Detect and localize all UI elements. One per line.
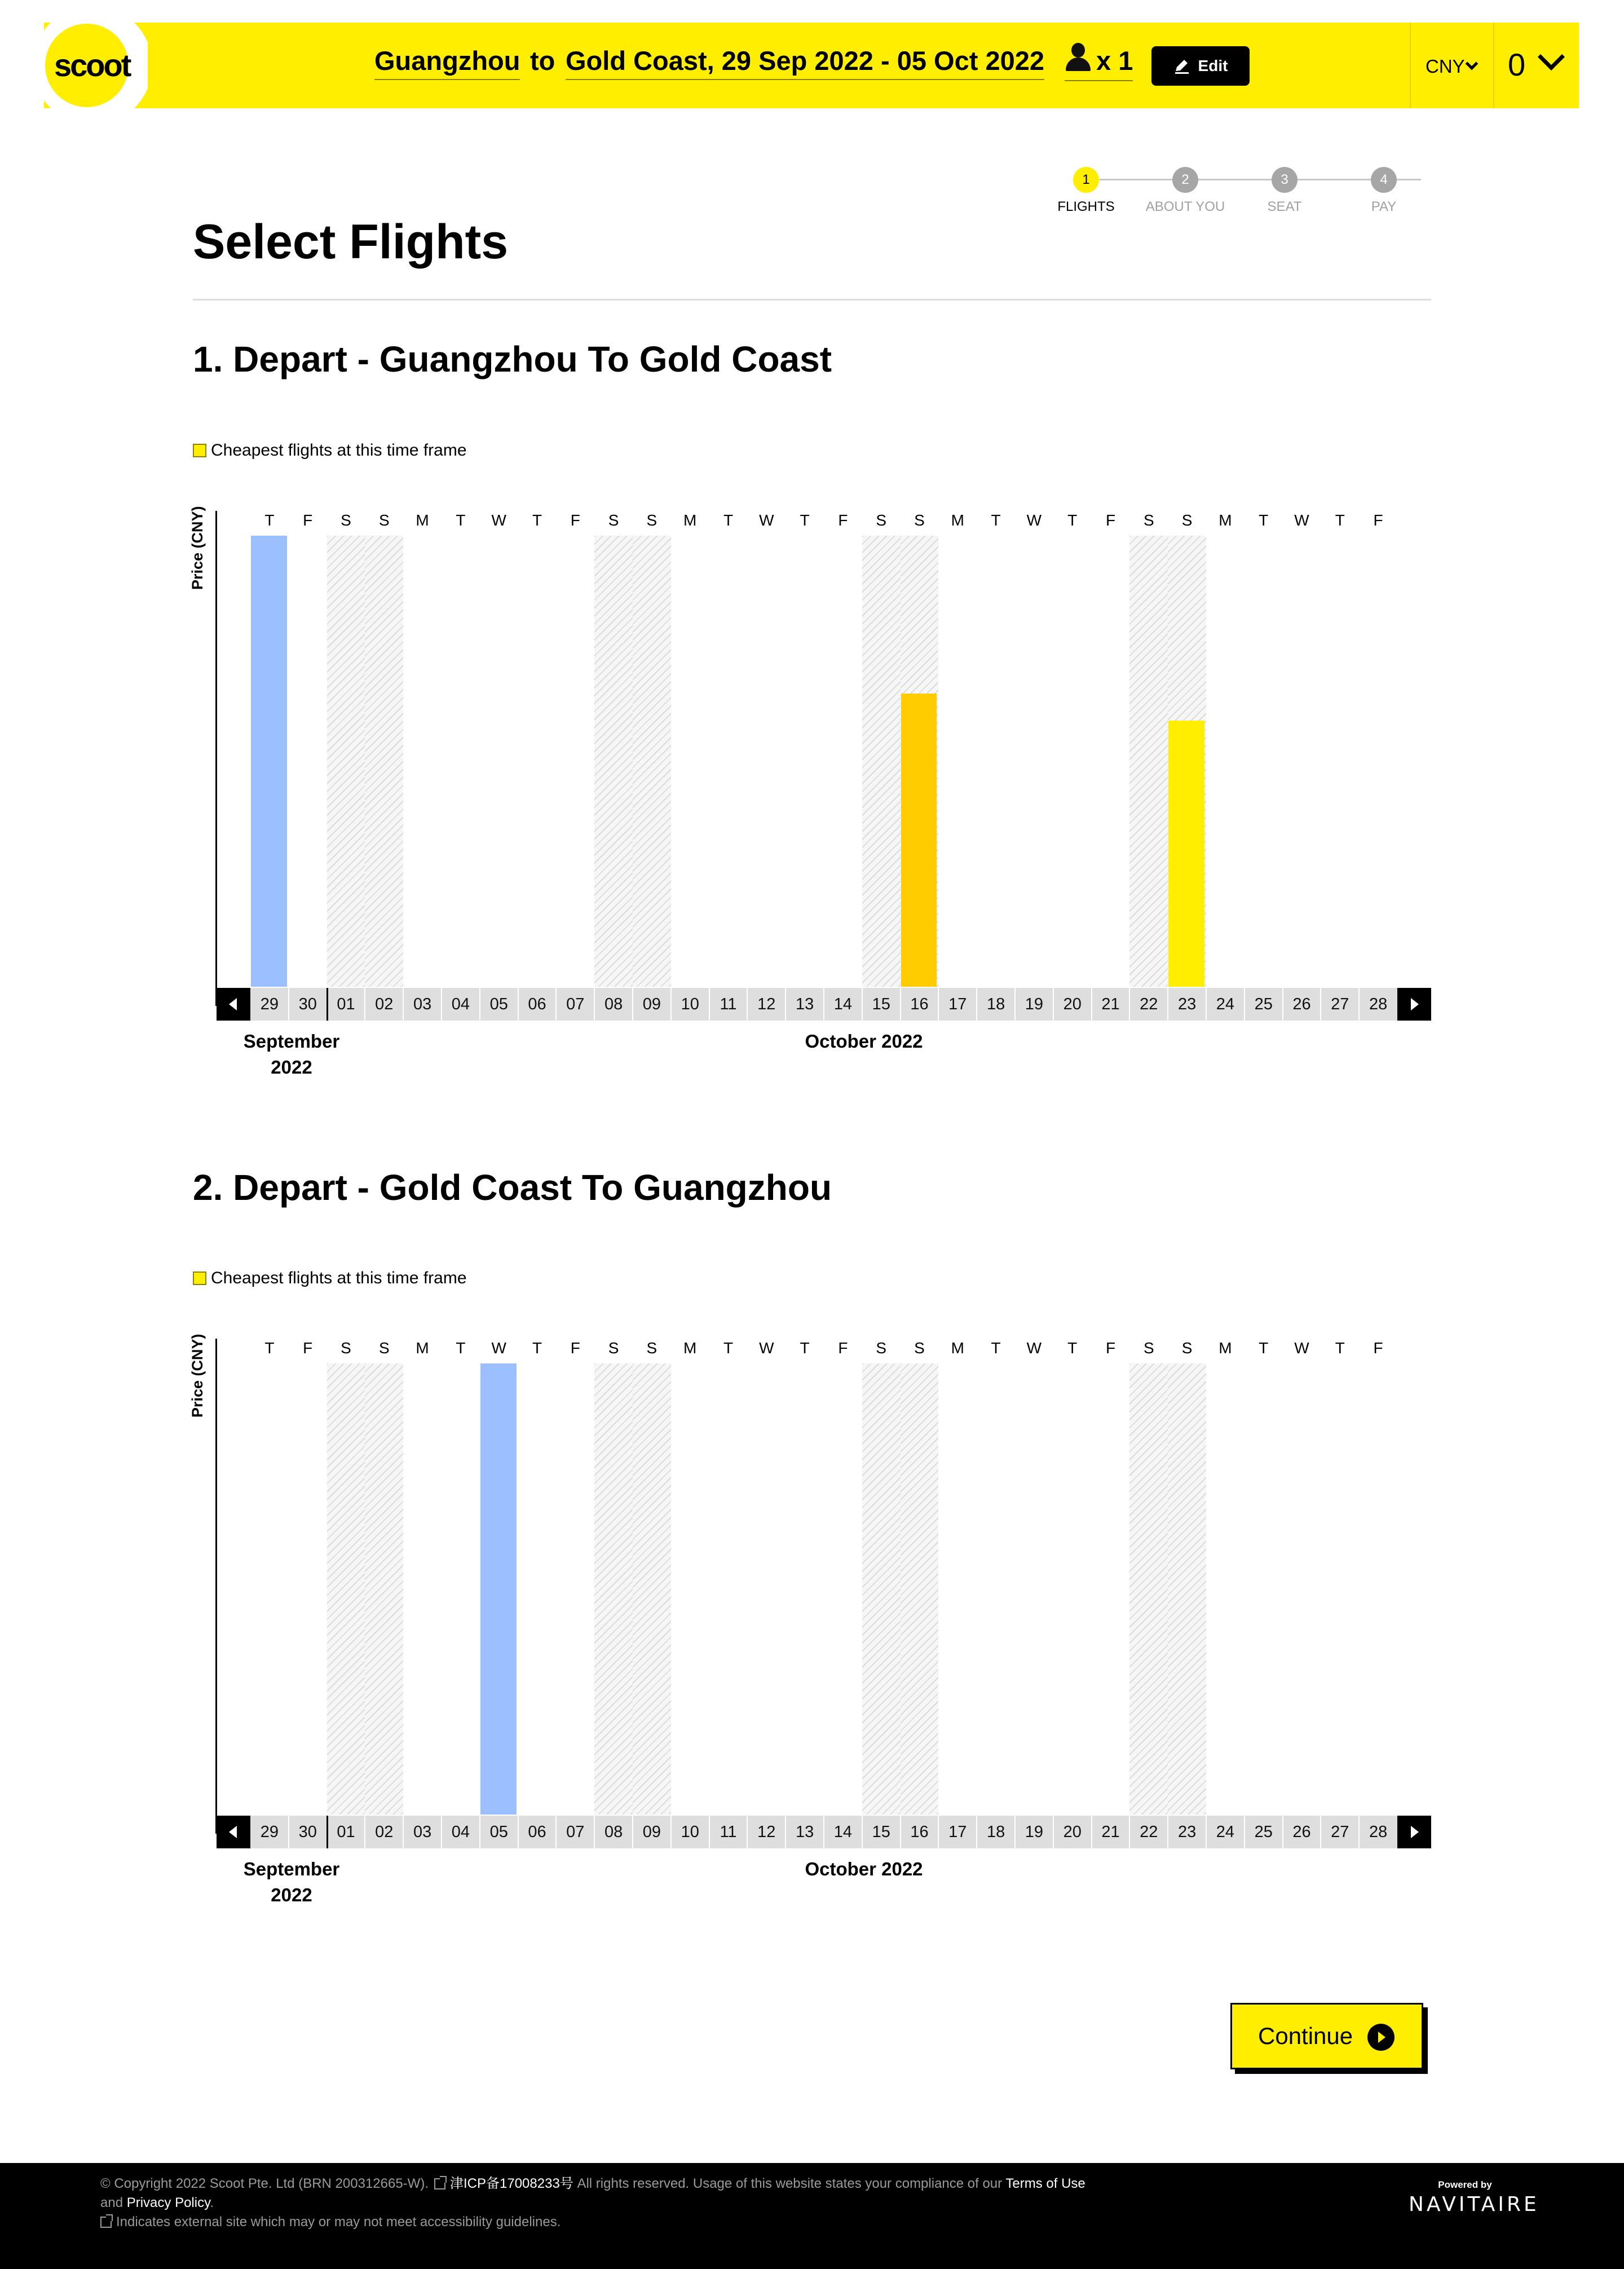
privacy-policy-link[interactable]: Privacy Policy: [126, 2195, 210, 2210]
date-cell[interactable]: 03: [413, 1823, 432, 1841]
next-dates-button[interactable]: [1397, 988, 1431, 1021]
date-cell[interactable]: 17: [948, 995, 967, 1013]
y-axis: [215, 1339, 217, 1834]
day-of-week-label: T: [1335, 1339, 1345, 1357]
date-divider: [747, 1816, 748, 1848]
price-chart-return: [189, 1334, 1433, 1905]
date-divider: [555, 1816, 557, 1848]
date-cell[interactable]: 20: [1063, 995, 1082, 1013]
date-divider: [403, 988, 404, 1021]
destination-dates[interactable]: Gold Coast, 29 Sep 2022 - 05 Oct 2022: [566, 43, 1044, 80]
page-title: Select Flights: [193, 215, 509, 269]
day-of-week-label: F: [1105, 1339, 1116, 1357]
step-label: SEAT: [1267, 199, 1302, 214]
day-of-week-label: T: [1259, 1339, 1269, 1357]
passenger-count-text: x 1: [1096, 46, 1133, 76]
day-of-week-label: T: [723, 1339, 734, 1357]
step-label: FLIGHTS: [1057, 199, 1115, 214]
date-cell[interactable]: 27: [1331, 995, 1349, 1013]
date-divider: [518, 1816, 519, 1848]
date-divider: [1129, 988, 1130, 1021]
date-divider: [441, 1816, 442, 1848]
weekend-column: [633, 536, 671, 987]
step-number: 4: [1371, 167, 1397, 193]
date-divider: [1320, 988, 1321, 1021]
day-of-week-label: S: [876, 1339, 887, 1357]
date-divider: [1358, 1816, 1360, 1848]
step-label: PAY: [1371, 199, 1397, 214]
day-of-week-label: M: [683, 511, 697, 529]
day-of-week-label: S: [608, 511, 619, 529]
month-label-october: October 2022: [805, 1031, 923, 1052]
date-cell[interactable]: 22: [1140, 995, 1158, 1013]
date-divider: [594, 988, 595, 1021]
date-cell[interactable]: 11: [720, 1823, 737, 1841]
date-divider: [900, 988, 901, 1021]
chevron-down-icon: [1465, 58, 1478, 70]
date-divider: [670, 988, 672, 1021]
day-of-week-label: F: [303, 511, 313, 529]
y-axis: [215, 511, 217, 1006]
month-label-september: September 2022: [243, 1031, 340, 1078]
date-cell[interactable]: 24: [1216, 995, 1235, 1013]
price-bar-16[interactable]: [901, 694, 937, 987]
date-divider: [1320, 1816, 1321, 1848]
day-of-week-label: F: [570, 1339, 580, 1357]
date-cell[interactable]: 14: [833, 1823, 853, 1841]
date-divider: [288, 988, 289, 1021]
weekend-column: [862, 536, 901, 987]
navitaire-text: NAVITAIRE: [1409, 2193, 1539, 2216]
date-divider: [1358, 988, 1360, 1021]
date-divider: [785, 988, 786, 1021]
date-divider: [862, 988, 863, 1021]
date-cell[interactable]: 05: [489, 1823, 508, 1841]
terms-of-use-link[interactable]: Terms of Use: [1005, 2176, 1085, 2191]
footer-copyright: © Copyright 2022 Scoot Pte. Ltd (BRN 200312665-W). 津ICP备17008233号 All rights reserved. Usage of this website states your compliance of our Terms of Use: [100, 2176, 1085, 2191]
edit-search-button[interactable]: [1151, 46, 1250, 86]
date-divider: [1167, 988, 1168, 1021]
arrow-right-icon: [1411, 1826, 1419, 1838]
icp-link[interactable]: 津ICP备17008233号: [450, 2176, 573, 2191]
date-cell[interactable]: 19: [1025, 995, 1044, 1013]
date-divider: [441, 988, 442, 1021]
continue-label: Continue: [1258, 2023, 1353, 2049]
weekend-column: [1129, 1363, 1168, 1815]
day-of-week-label: S: [914, 511, 925, 529]
date-cell[interactable]: 06: [528, 1823, 546, 1841]
price-bar-29[interactable]: [251, 536, 287, 987]
external-link-icon: [434, 2178, 445, 2189]
weekend-column: [1129, 536, 1168, 987]
navitaire-logo: [1409, 2179, 1539, 2218]
arrow-right-icon: [1367, 2024, 1394, 2051]
day-of-week-label: M: [951, 1339, 964, 1357]
date-divider: [403, 1816, 404, 1848]
day-of-week-label: S: [876, 511, 887, 529]
date-divider: [1244, 988, 1245, 1021]
date-cell[interactable]: 19: [1025, 1823, 1044, 1841]
scoot-logo[interactable]: [44, 23, 148, 108]
weekend-column: [633, 1363, 671, 1815]
day-of-week-label: W: [1294, 511, 1309, 529]
date-cell[interactable]: 03: [413, 995, 432, 1013]
date-cell[interactable]: 30: [298, 1823, 317, 1841]
currency-label: CNY: [1426, 56, 1465, 77]
date-cell[interactable]: 15: [872, 995, 890, 1013]
step-number: 2: [1172, 167, 1198, 193]
date-divider: [479, 988, 480, 1021]
price-bar-05[interactable]: [480, 1363, 517, 1815]
date-cell[interactable]: 12: [757, 1823, 776, 1841]
day-of-week-label: T: [1335, 511, 1345, 529]
date-cell[interactable]: 16: [910, 995, 929, 1013]
day-of-week-label: T: [1259, 511, 1269, 529]
date-cell[interactable]: 15: [872, 1823, 890, 1841]
date-divider: [1206, 988, 1207, 1021]
header-divider: [1410, 23, 1411, 108]
day-of-week-label: W: [759, 511, 774, 529]
weekend-column: [327, 536, 365, 987]
day-of-week-label: F: [570, 511, 580, 529]
date-divider: [823, 1816, 824, 1848]
day-of-week-label: M: [1219, 511, 1232, 529]
date-cell[interactable]: 12: [757, 995, 776, 1013]
day-of-week-label: F: [838, 511, 848, 529]
currency-selector[interactable]: [1426, 54, 1476, 79]
footer-accessibility-note: Indicates external site which may or may not meet accessibility guidelines.: [100, 2213, 561, 2232]
weekend-column: [365, 1363, 403, 1815]
date-divider: [632, 1816, 633, 1848]
date-divider: [555, 988, 557, 1021]
day-of-week-label: T: [456, 511, 466, 529]
step-number: 3: [1272, 167, 1298, 193]
cheapest-legend: [193, 1268, 467, 1289]
step-number: 1: [1073, 167, 1099, 193]
day-of-week-label: F: [1105, 511, 1116, 529]
weekend-column: [327, 1363, 365, 1815]
next-dates-button[interactable]: [1397, 1816, 1431, 1848]
date-divider: [1014, 988, 1016, 1021]
date-divider: [479, 1816, 480, 1848]
date-cell[interactable]: 18: [986, 995, 1005, 1013]
date-divider: [1167, 1816, 1168, 1848]
date-cell[interactable]: 08: [604, 1823, 623, 1841]
date-cell[interactable]: 02: [375, 995, 394, 1013]
day-of-week-label: T: [800, 1339, 810, 1357]
day-of-week-label: S: [341, 1339, 351, 1357]
date-cell[interactable]: 01: [337, 1823, 355, 1841]
date-cell[interactable]: 26: [1292, 1823, 1311, 1841]
cheapest-swatch: [193, 444, 206, 457]
date-divider: [1282, 1816, 1283, 1848]
month-label-september: September 2022: [243, 1859, 340, 1905]
day-of-week-label: F: [838, 1339, 848, 1357]
section-title-outbound: 1. Depart - Guangzhou To Gold Coast: [193, 339, 832, 379]
price-chart-outbound: [189, 506, 1433, 1078]
date-cell[interactable]: 16: [910, 1823, 929, 1841]
date-cell[interactable]: 28: [1369, 1823, 1388, 1841]
day-of-week-label: S: [1143, 1339, 1154, 1357]
previous-dates-button[interactable]: [217, 988, 250, 1021]
person-icon: [1065, 43, 1091, 72]
day-of-week-label: T: [1067, 511, 1078, 529]
month-divider: [326, 1816, 328, 1848]
origin-city[interactable]: Guangzhou: [374, 43, 520, 80]
date-cell[interactable]: 29: [260, 1823, 279, 1841]
passenger-count[interactable]: [1065, 43, 1133, 81]
date-divider: [1014, 1816, 1016, 1848]
price-bar-23[interactable]: [1168, 721, 1204, 987]
day-of-week-label: S: [646, 511, 657, 529]
arrow-right-icon: [1411, 998, 1419, 1010]
day-of-week-label: S: [646, 1339, 657, 1357]
date-divider: [709, 988, 710, 1021]
day-of-week-label: W: [491, 511, 506, 529]
date-cell[interactable]: 29: [260, 995, 279, 1013]
day-of-week-label: S: [341, 511, 351, 529]
day-of-week-label: M: [683, 1339, 697, 1357]
day-of-week-label: W: [1026, 511, 1042, 529]
cart-total[interactable]: 0: [1508, 47, 1526, 82]
day-of-week-label: S: [914, 1339, 925, 1357]
day-of-week-label: T: [532, 511, 542, 529]
date-cell[interactable]: 09: [642, 1823, 661, 1841]
date-cell[interactable]: 10: [681, 995, 699, 1013]
arrow-left-icon: [229, 998, 237, 1010]
date-cell[interactable]: 13: [795, 1823, 814, 1841]
day-of-week-label: F: [1373, 511, 1383, 529]
arrow-left-icon: [229, 1826, 237, 1838]
day-of-week-label: W: [1026, 1339, 1042, 1357]
day-of-week-label: S: [378, 1339, 390, 1357]
date-cell[interactable]: 24: [1216, 1823, 1235, 1841]
day-of-week-label: T: [532, 1339, 542, 1357]
date-divider: [900, 1816, 901, 1848]
step-flights: [1030, 167, 1142, 215]
date-cell[interactable]: 18: [986, 1823, 1005, 1841]
y-axis-label: Price (CNY): [189, 1334, 206, 1418]
step-about-you: [1129, 167, 1242, 215]
day-of-week-label: T: [723, 511, 734, 529]
date-cell[interactable]: 13: [795, 995, 814, 1013]
day-of-week-label: S: [378, 511, 390, 529]
day-of-week-label: T: [456, 1339, 466, 1357]
day-of-week-label: T: [1067, 1339, 1078, 1357]
date-cell[interactable]: 02: [375, 1823, 394, 1841]
day-of-week-label: M: [1219, 1339, 1232, 1357]
pencil-icon: [1173, 58, 1190, 74]
date-divider: [823, 988, 824, 1021]
date-cell[interactable]: 08: [604, 995, 623, 1013]
header-divider: [1493, 23, 1494, 108]
day-of-week-label: S: [1181, 1339, 1193, 1357]
date-cell[interactable]: 09: [642, 995, 661, 1013]
date-divider: [364, 988, 365, 1021]
date-divider: [594, 1816, 595, 1848]
date-cell[interactable]: 11: [720, 995, 737, 1013]
date-divider: [364, 1816, 365, 1848]
continue-button[interactable]: [1230, 2003, 1423, 2069]
day-of-week-label: W: [491, 1339, 506, 1357]
date-cell[interactable]: 21: [1101, 995, 1120, 1013]
legend-text: Cheapest flights at this time frame: [211, 441, 467, 460]
date-cell[interactable]: 01: [337, 995, 355, 1013]
date-divider: [632, 988, 633, 1021]
weekend-column: [594, 1363, 633, 1815]
month-divider: [326, 988, 328, 1021]
date-divider: [709, 1816, 710, 1848]
date-divider: [976, 1816, 977, 1848]
date-cell[interactable]: 04: [451, 995, 470, 1013]
weekend-column: [594, 536, 633, 987]
title-divider: [193, 299, 1431, 301]
month-label-october: October 2022: [805, 1859, 923, 1879]
date-divider: [1244, 1816, 1245, 1848]
logo-text: scoot: [54, 47, 130, 83]
day-of-week-label: T: [991, 511, 1001, 529]
date-divider: [1206, 1816, 1207, 1848]
day-of-week-label: M: [416, 1339, 429, 1357]
date-cell[interactable]: 23: [1177, 995, 1197, 1013]
cheapest-swatch: [193, 1272, 206, 1285]
day-of-week-label: T: [991, 1339, 1001, 1357]
y-axis-label: Price (CNY): [189, 506, 206, 590]
date-cell[interactable]: 17: [948, 1823, 967, 1841]
footer-privacy-line: and Privacy Policy.: [100, 2195, 214, 2210]
date-divider: [288, 1816, 289, 1848]
date-cell[interactable]: 20: [1063, 1823, 1082, 1841]
date-cell[interactable]: 07: [566, 1823, 585, 1841]
day-of-week-label: W: [759, 1339, 774, 1357]
date-cell[interactable]: 30: [298, 995, 317, 1013]
date-cell[interactable]: 22: [1140, 1823, 1158, 1841]
date-cell[interactable]: 07: [566, 995, 585, 1013]
day-of-week-label: W: [1294, 1339, 1309, 1357]
footer: [0, 2163, 1624, 2269]
day-of-week-label: S: [608, 1339, 619, 1357]
date-divider: [518, 988, 519, 1021]
date-cell[interactable]: 05: [489, 995, 508, 1013]
external-link-icon: [100, 2217, 112, 2228]
date-divider: [938, 1816, 939, 1848]
route-to-word: to: [530, 46, 555, 76]
date-cell[interactable]: 27: [1331, 1823, 1349, 1841]
day-of-week-label: S: [1143, 511, 1154, 529]
step-seat: [1228, 167, 1341, 215]
date-divider: [976, 988, 977, 1021]
date-divider: [1053, 988, 1054, 1021]
date-divider: [785, 1816, 786, 1848]
day-of-week-label: T: [800, 511, 810, 529]
date-cell[interactable]: 14: [833, 995, 853, 1013]
day-of-week-label: T: [264, 1339, 275, 1357]
date-divider: [938, 988, 939, 1021]
day-of-week-label: M: [951, 511, 964, 529]
date-cell[interactable]: 04: [451, 1823, 470, 1841]
section-title-return: 2. Depart - Gold Coast To Guangzhou: [193, 1167, 832, 1208]
date-cell[interactable]: 23: [1177, 1823, 1197, 1841]
date-divider: [670, 1816, 672, 1848]
date-cell[interactable]: 28: [1369, 995, 1388, 1013]
edit-label: Edit: [1198, 57, 1228, 74]
step-label: ABOUT YOU: [1145, 199, 1225, 214]
day-of-week-label: F: [303, 1339, 313, 1357]
date-cell[interactable]: 25: [1254, 995, 1273, 1013]
date-divider: [747, 988, 748, 1021]
date-divider: [1053, 1816, 1054, 1848]
date-cell[interactable]: 26: [1292, 995, 1311, 1013]
date-divider: [1091, 988, 1092, 1021]
day-of-week-label: T: [264, 511, 275, 529]
weekend-column: [365, 536, 403, 987]
weekend-column: [901, 1363, 939, 1815]
cheapest-legend: [193, 440, 467, 461]
day-of-week-label: F: [1373, 1339, 1383, 1357]
powered-by-text: Powered by: [1438, 2179, 1492, 2190]
previous-dates-button[interactable]: [217, 1816, 250, 1848]
step-pay: [1327, 167, 1440, 215]
date-cell[interactable]: 06: [528, 995, 546, 1013]
date-divider: [862, 1816, 863, 1848]
day-of-week-label: S: [1181, 511, 1193, 529]
date-cell[interactable]: 21: [1101, 1823, 1120, 1841]
date-divider: [1091, 1816, 1092, 1848]
date-cell[interactable]: 25: [1254, 1823, 1273, 1841]
weekend-column: [1168, 1363, 1206, 1815]
day-of-week-label: M: [416, 511, 429, 529]
date-divider: [1129, 1816, 1130, 1848]
date-divider: [1282, 988, 1283, 1021]
weekend-column: [862, 1363, 901, 1815]
legend-text: Cheapest flights at this time frame: [211, 1269, 467, 1287]
date-cell[interactable]: 10: [681, 1823, 699, 1841]
